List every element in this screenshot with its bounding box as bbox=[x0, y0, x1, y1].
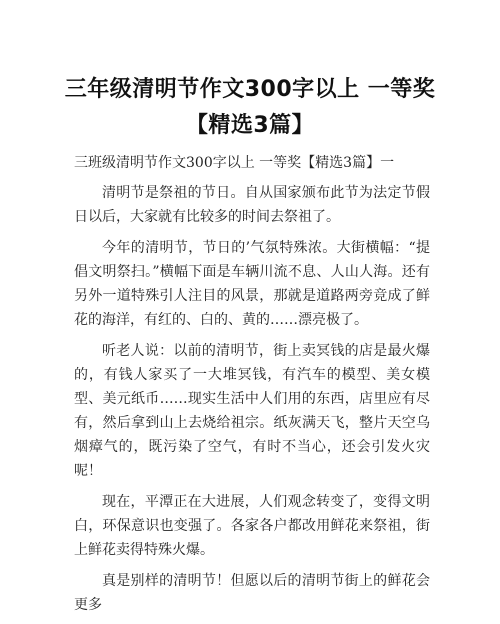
document-body bbox=[74, 151, 430, 624]
paragraph-3: 听老人说：以前的清明节，街上卖冥钱的店是最火爆的，有钱人家买了一大堆冥钱，有汽车的模型、美女模型、美元纸币……现实生活中人们用的东西，店里应有尽有，然后拿到山上去烧给祖宗。纸灰满天飞，整片天空乌烟瘴气的，既污染了空气，有时不当心，还会引发火灾呢！ bbox=[74, 343, 430, 479]
document-title: 三年级清明节作文300字以上 一等奖【精选3篇】 bbox=[64, 77, 436, 138]
paragraph-5: 真是别样的清明节！但愿以后的清明节街上的鲜花会更多 bbox=[74, 573, 430, 613]
essay-subtitle: 三班级清明节作文300字以上 一等奖【精选3篇】一 bbox=[74, 155, 395, 171]
paragraph-4: 现在，平潭正在大进展，人们观念转变了，变得文明白，环保意识也变强了。各家各户都改用鲜花来祭祖，街上鲜花卖得特殊火爆。 bbox=[74, 494, 430, 558]
paragraph-2: 今年的清明节，节日的’气氛特殊浓。大街横幅：“提倡文明祭扫。”横幅下面是车辆川流不息、人山人海。还有另外一道特殊引人注目的风景，那就是道路两旁竞成了鲜花的海洋，有红的、白的、黄的……漂亮极了。 bbox=[74, 240, 430, 328]
paragraph-1: 清明节是祭祖的节日。自从国家颁布此节为法定节假日以后，大家就有比较多的时间去祭祖了。 bbox=[74, 185, 430, 225]
